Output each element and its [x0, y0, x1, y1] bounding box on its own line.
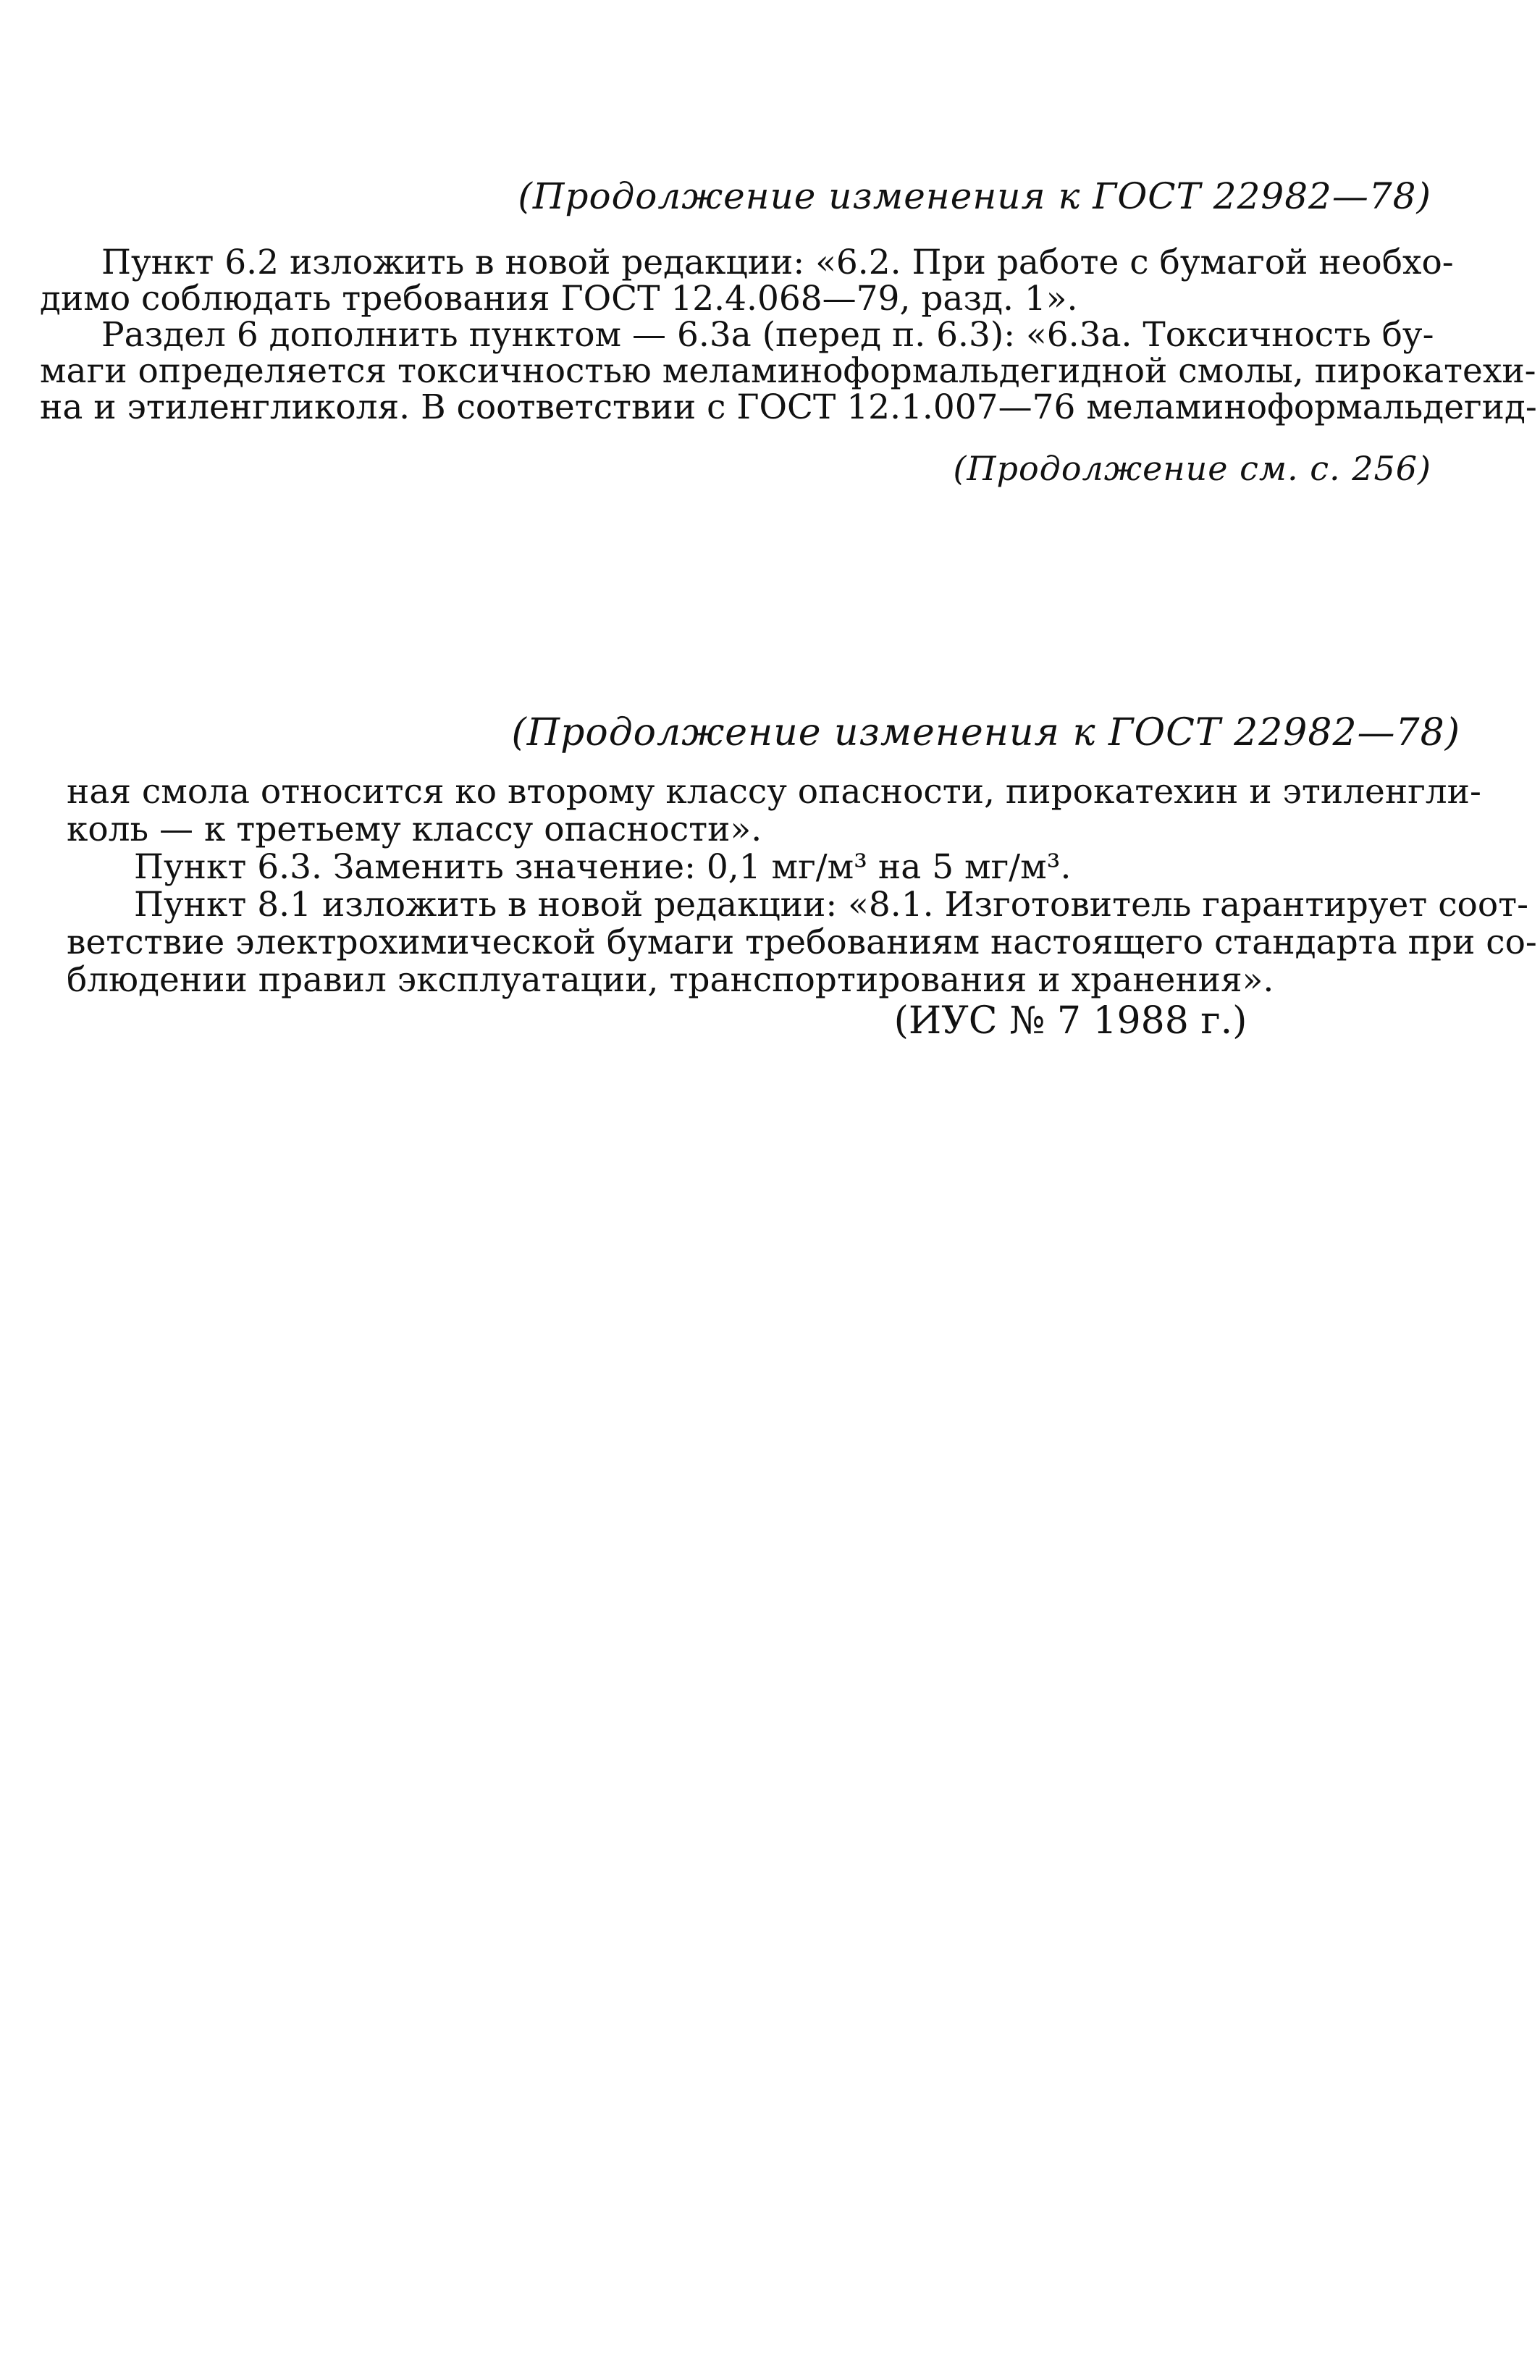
text-line — [67, 810, 762, 849]
text-line — [67, 772, 1481, 812]
continuation-header-bottom: (Продолжение изменения к ГОСТ 22982—78) — [511, 711, 1460, 754]
text-line — [67, 922, 1537, 962]
continuation-header-top: (Продолжение изменения к ГОСТ 22982—78) — [518, 175, 1431, 217]
text-line — [40, 387, 1537, 427]
text-line — [101, 315, 1434, 355]
text-line-content: Пункт 6.2 изложить в новой редакции: «6.2. При работе с бумагой необхо- — [101, 243, 1454, 282]
text-line — [40, 351, 1536, 391]
text-line — [101, 243, 1454, 282]
text-line — [134, 847, 1071, 887]
source-reference — [0, 999, 1540, 1043]
text-line-content: на и этиленгликоля. В соответствии с ГОСТ 12.1.007—76 меламиноформальдегид- — [40, 387, 1537, 427]
text-line — [134, 885, 1529, 925]
text-line-content: ветствие электрохимической бумаги требованиям настоящего стандарта при со- — [67, 922, 1537, 962]
text-line-content: ная смола относится ко второму классу опасности, пирокатехин и этиленгли- — [67, 772, 1481, 812]
text-line-content: димо соблюдать требования ГОСТ 12.4.068—79, разд. 1». — [40, 279, 1078, 319]
source-reference-text: (ИУС № 7 1988 г.) — [893, 999, 1247, 1043]
text-line-content: коль — к третьему классу опасности». — [67, 810, 762, 849]
text-line — [40, 279, 1078, 319]
text-line — [67, 960, 1274, 1000]
text-line-content: Пункт 8.1 изложить в новой редакции: «8.1. Изготовитель гарантирует соот- — [134, 885, 1529, 925]
text-line-content: блюдении правил эксплуатации, транспортирования и хранения». — [67, 960, 1274, 1000]
text-line-content: Раздел 6 дополнить пунктом — 6.3а (перед п. 6.3): «6.3а. Токсичность бу- — [101, 315, 1434, 355]
text-line-content: маги определяется токсичностью меламиноформальдегидной смолы, пирокатехи- — [40, 351, 1536, 391]
text-line-content: Пункт 6.3. Заменить значение: 0,1 мг/м³ на 5 мг/м³. — [134, 847, 1072, 887]
continued-on-page-note: (Продолжение см. с. 256) — [953, 449, 1431, 488]
